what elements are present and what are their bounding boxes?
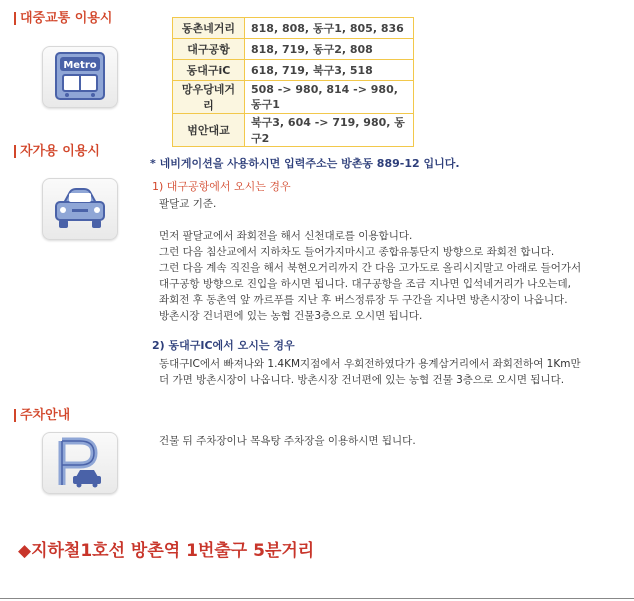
parking-icon bbox=[50, 437, 110, 489]
bus-numbers: 818, 808, 동구1, 805, 836 bbox=[245, 18, 414, 39]
metro-icon-label: Metro bbox=[63, 60, 97, 71]
parking-section-title: 주차안내 bbox=[14, 409, 70, 422]
parking-text: 건물 뒤 주차장이나 목욕탕 주차장을 이용하시면 됩니다. bbox=[159, 435, 416, 447]
route2-text bbox=[159, 356, 599, 388]
route1-line: 방촌시장 건너편에 있는 농협 건물3층으로 오시면 됩니다. bbox=[159, 310, 423, 322]
metro-icon-box bbox=[42, 46, 118, 108]
car-icon bbox=[50, 183, 110, 235]
bus-stop-name: 동대구iC bbox=[173, 60, 245, 81]
subway-directions: ◆지하철1호선 방촌역 1번출구 5분거리 bbox=[18, 541, 315, 561]
route1-text bbox=[159, 196, 599, 324]
route2-title: 2) 동대구IC에서 오시는 경우 bbox=[152, 339, 295, 352]
bottom-divider bbox=[0, 598, 634, 599]
route1-title: 1) 대구공항에서 오시는 경우 bbox=[152, 180, 291, 193]
route2-line: 더 가면 방촌시장이 나옵니다. 방촌시장 건너편에 있는 농협 건물 3층으로 오시면 됩니다. bbox=[159, 374, 565, 386]
bus-numbers: 508 -> 980, 814 -> 980, 동구1 bbox=[245, 81, 414, 114]
bus-stop-name: 범안대교 bbox=[173, 114, 245, 147]
table-row bbox=[173, 18, 414, 39]
table-row bbox=[173, 39, 414, 60]
car-icon-box bbox=[42, 178, 118, 240]
transit-table bbox=[172, 17, 414, 147]
bus-numbers: 618, 719, 북구3, 518 bbox=[245, 60, 414, 81]
route1-line: 먼저 팔달교에서 좌회전을 해서 신천대로를 이용합니다. bbox=[159, 230, 413, 242]
car-section-title: 자가용 이용시 bbox=[14, 145, 100, 158]
navigation-note: * 네비게이션을 사용하시면 입력주소는 방촌동 889-12 입니다. bbox=[150, 157, 460, 170]
bus-stop-name: 동촌네거리 bbox=[173, 18, 245, 39]
bus-stop-name: 대구공항 bbox=[173, 39, 245, 60]
route1-line: 그런 다음 침산교에서 지하차도 들어가지마시고 종합유통단지 방향으로 좌회전 합니다. bbox=[159, 246, 555, 258]
bus-stop-name: 망우당네거리 bbox=[173, 81, 245, 114]
table-row bbox=[173, 60, 414, 81]
bus-numbers: 북구3, 604 -> 719, 980, 동구2 bbox=[245, 114, 414, 147]
route1-line: 그런 다음 계속 직진을 해서 북현오거리까지 간 다음 고가도로 올리시지말고 아래로 들어가서 bbox=[159, 262, 582, 274]
route1-line: 좌회전 후 동촌역 앞 까르푸를 지난 후 버스정류장 두 구간을 지나면 방촌시장이 나옵니다. bbox=[159, 294, 568, 306]
route1-line: 대구공항 방향으로 진입을 하시면 됩니다. 대구공항을 조금 지나면 입석네거리가 나오는데, bbox=[159, 278, 572, 290]
route1-line: 팔달교 기준. bbox=[159, 198, 217, 210]
transit-section-title: 대중교통 이용시 bbox=[14, 12, 112, 25]
table-row bbox=[173, 81, 414, 114]
parking-icon-box bbox=[42, 432, 118, 494]
metro-icon bbox=[50, 51, 110, 103]
route2-line: 동대구IC에서 빠져나와 1.4KM지점에서 우회전하였다가 용계삼거리에서 좌회전하여 1Km만 bbox=[159, 358, 581, 370]
table-row bbox=[173, 114, 414, 147]
bus-numbers: 818, 719, 동구2, 808 bbox=[245, 39, 414, 60]
route1-line bbox=[159, 212, 599, 228]
